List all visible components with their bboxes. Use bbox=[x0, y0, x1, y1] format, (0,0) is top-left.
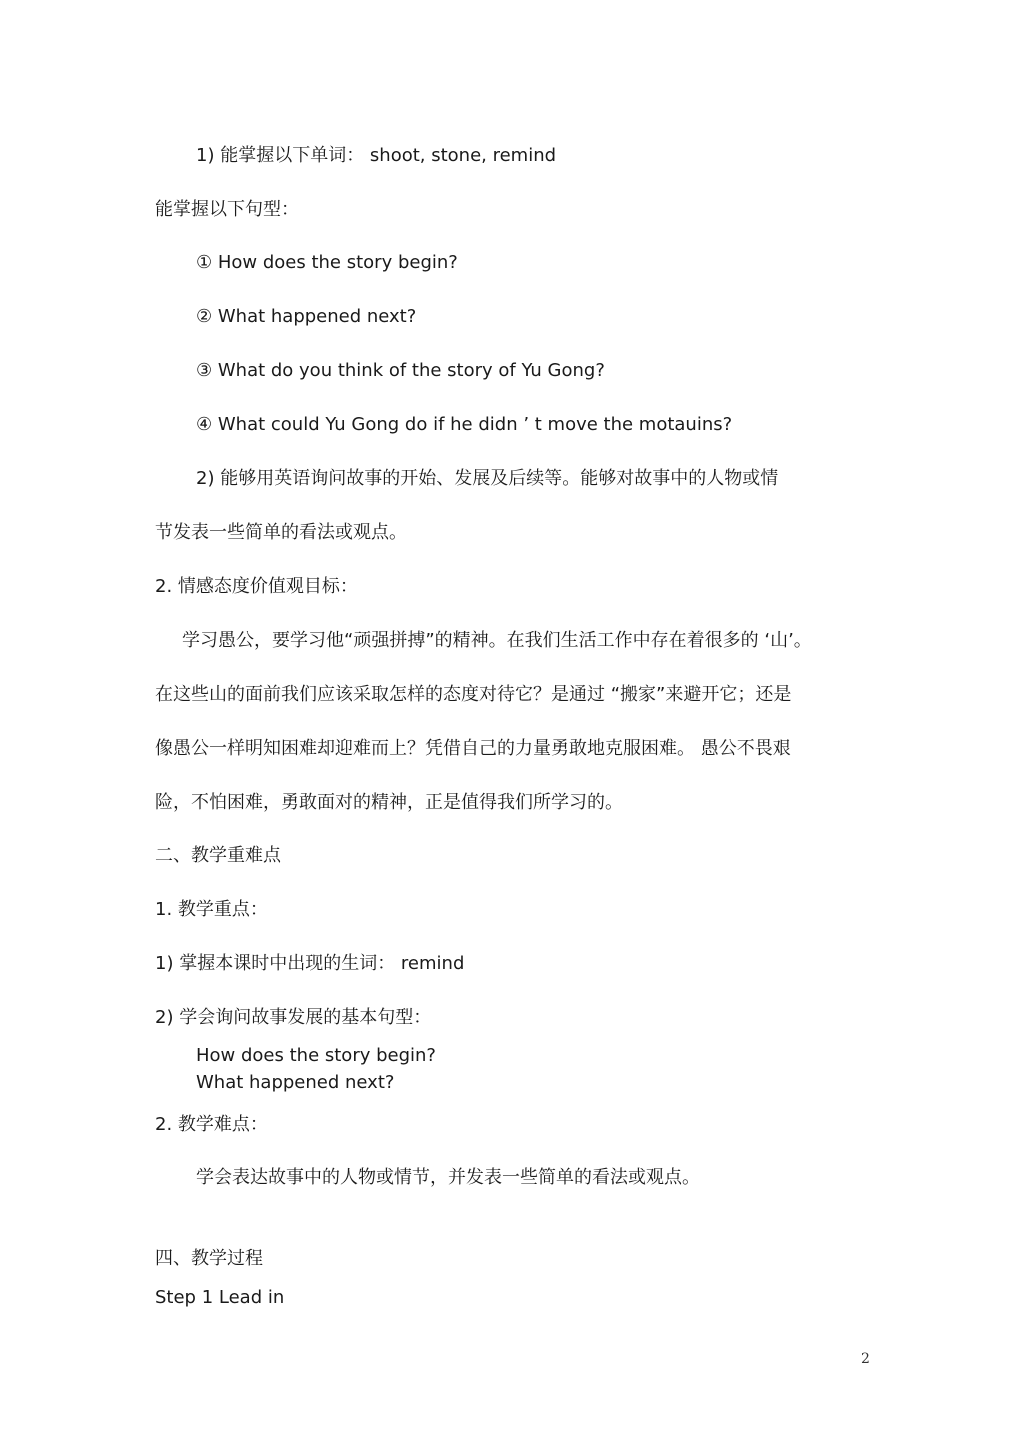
teaching-focus-heading: 1. 教学重点： bbox=[155, 899, 268, 920]
emotion-paragraph-line-1: 学习愚公，要学习他“顽强拼搏”的精神。在我们生活工作中存在着很多的 ‘山’。 bbox=[182, 630, 812, 651]
emotion-objective-heading: 2. 情感态度价值观目标： bbox=[155, 576, 358, 597]
teaching-difficulty-text: 学会表达故事中的人物或情节，并发表一些简单的看法或观点。 bbox=[196, 1167, 700, 1188]
sentence-pattern-heading: 能掌握以下句型： bbox=[155, 199, 299, 220]
ability-objective-line-2: 节发表一些简单的看法或观点。 bbox=[155, 522, 407, 543]
emotion-paragraph-line-4: 险，不怕困难，勇敢面对的精神，正是值得我们所学习的。 bbox=[155, 792, 623, 813]
focus-pattern-2: What happened next? bbox=[196, 1072, 395, 1093]
sentence-pattern-4: ④ What could Yu Gong do if he didn ’ t move the motauins? bbox=[196, 414, 733, 435]
vocab-objective: 1) 能掌握以下单词： shoot, stone, remind bbox=[196, 145, 557, 166]
key-difficult-points-heading: 二、教学重难点 bbox=[155, 845, 281, 866]
sentence-pattern-3: ③ What do you think of the story of Yu Gong? bbox=[196, 360, 605, 381]
teaching-focus-item-2: 2) 学会询问故事发展的基本句型： bbox=[155, 1007, 432, 1028]
step-1-heading: Step 1 Lead in bbox=[155, 1287, 285, 1308]
sentence-pattern-1: ① How does the story begin? bbox=[196, 252, 458, 273]
teaching-process-heading: 四、教学过程 bbox=[155, 1248, 263, 1269]
page-number: 2 bbox=[861, 1351, 870, 1367]
emotion-paragraph-line-2: 在这些山的面前我们应该采取怎样的态度对待它？是通过 “搬家”来避开它；还是 bbox=[155, 684, 792, 705]
sentence-pattern-2: ② What happened next? bbox=[196, 306, 417, 327]
teaching-difficulty-heading: 2. 教学难点： bbox=[155, 1114, 268, 1135]
emotion-paragraph-line-3: 像愚公一样明知困难却迎难而上？凭借自己的力量勇敢地克服困难。 愚公不畏艰 bbox=[155, 738, 791, 759]
focus-pattern-1: How does the story begin? bbox=[196, 1045, 436, 1066]
ability-objective-line-1: 2) 能够用英语询问故事的开始、发展及后续等。能够对故事中的人物或情 bbox=[196, 468, 779, 489]
teaching-focus-item-1: 1) 掌握本课时中出现的生词： remind bbox=[155, 953, 465, 974]
